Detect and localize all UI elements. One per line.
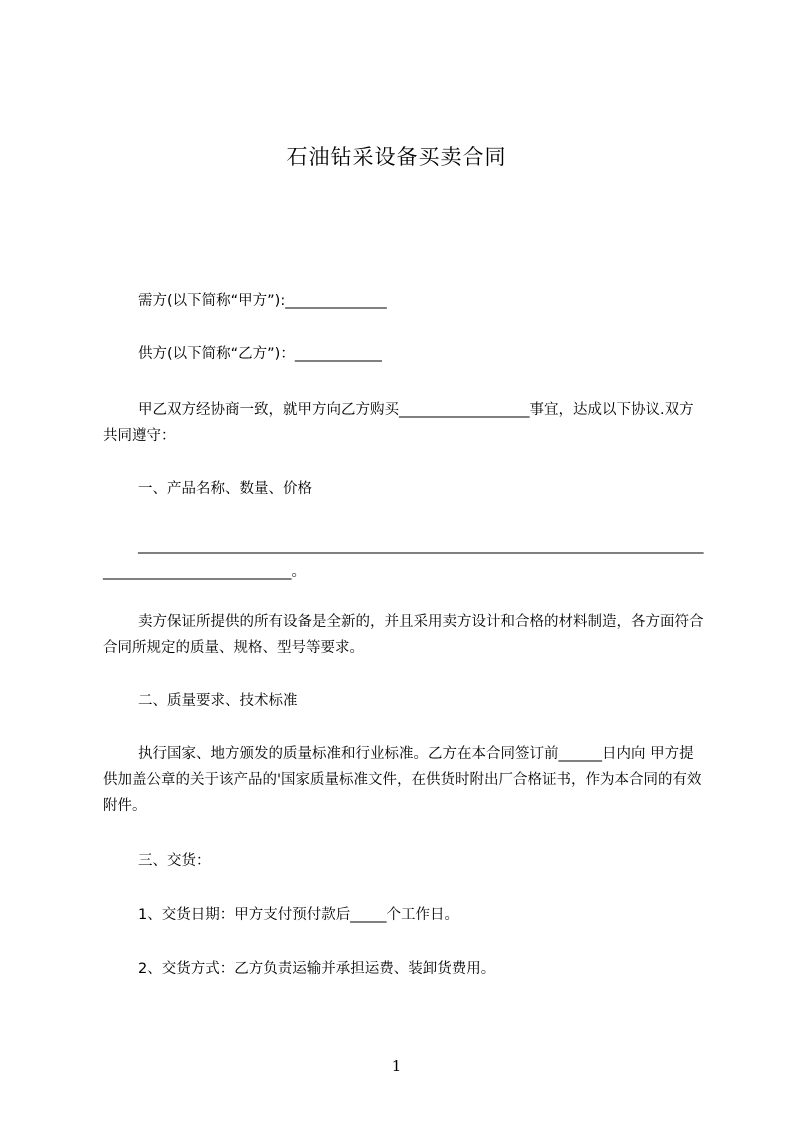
section-2-body: 执行国家、地方颁发的质量标准和行业标准。乙方在本合同签订前______日内向 甲方提供加盖公章的关于该产品的'国家质量标准文件，在供货时附出厂合格证书，作为本合同的有效附件。 [103, 746, 702, 814]
page-number: 1 [391, 1057, 402, 1075]
party-b-line: 供方(以下简称“乙方”)：____________ [138, 346, 382, 362]
intro-paragraph: 甲乙双方经协商一致，就甲方向乙方购买__________________事宜，达成以下协议.双方共同遵守： [103, 402, 694, 444]
product-blank-line: ________________________________________________________________________________________________________。 [103, 538, 704, 580]
document-title: 石油钻采设备买卖合同 [286, 145, 507, 169]
section-2-heading: 二、质量要求、技术标准 [138, 693, 298, 709]
party-a-line: 需方(以下简称“甲方”):______________ [138, 293, 387, 309]
section-1-heading: 一、产品名称、数量、价格 [138, 481, 312, 497]
delivery-method-line: 2、交货方式：乙方负责运输并承担运费、装卸货费用。 [138, 961, 496, 977]
seller-guarantee-paragraph: 卖方保证所提供的所有设备是全新的，并且采用卖方设计和合格的材料制造，各方面符合合同所规定的质量、规格、型号等要求。 [103, 614, 704, 656]
delivery-date-line: 1、交货日期：甲方支付预付款后_____个工作日。 [138, 907, 459, 923]
section-3-heading: 三、交货： [138, 853, 211, 869]
